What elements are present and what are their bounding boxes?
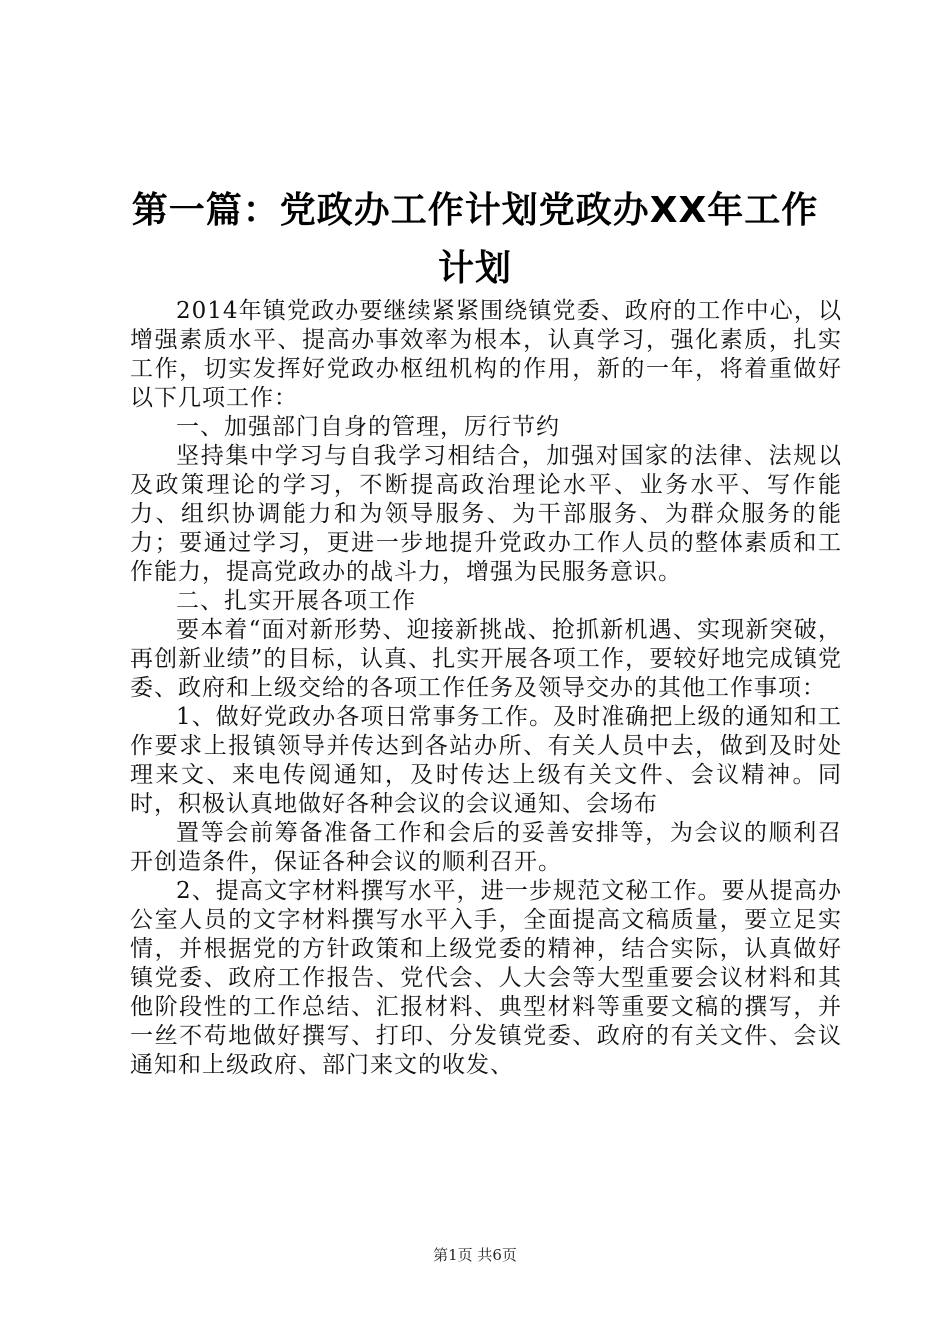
paragraph-item-1: 1、做好党政办各项日常事务工作。及时准确把上级的通知和工作要求上报镇领导并传达到各站办所、有关人员中去，做到及时处理来文、来电传阅通知，及时传达上级有关文件、会议精神。同时，积极认真地做好各种会议的会议通知、会场布 (130, 704, 842, 817)
page-number-footer: 第1页 共6页 (433, 1246, 517, 1264)
document-title: 第一篇：党政办工作计划党政办XX年工作计划 (131, 190, 819, 289)
paragraph-item-1-continued: 置等会前筹备准备工作和会后的妥善安排等，为会议的顺利召开创造条件，保证各种会议的顺利召开。 (130, 820, 842, 875)
section-heading-2: 二、扎实开展各项工作 (176, 588, 416, 614)
section-heading-1: 一、加强部门自身的管理，厉行节约 (176, 414, 560, 440)
paragraph-section-1: 坚持集中学习与自我学习相结合，加强对国家的法律、法规以及政策理论的学习，不断提高政治理论水平、业务水平、写作能力、组织协调能力和为领导服务、为干部服务、为群众服务的能力；要通过学习，更进一步地提升党政办工作人员的整体素质和工作能力，提高党政办的战斗力，增强为民服务意识。 (130, 443, 842, 585)
paragraph-item-2: 2、提高文字材料撰写水平，进一步规范文秘工作。要从提高办公室人员的文字材料撰写水平入手，全面提高文稿质量，要立足实情，并根据党的方针政策和上级党委的精神，结合实际，认真做好镇党委、政府工作报告、党代会、人大会等大型重要会议材料和其他阶段性的工作总结、汇报材料、典型材料等重要文稿的撰写，并一丝不苟地做好撰写、打印、分发镇党委、政府的有关文件、会议通知和上级政府、部门来文的收发、 (130, 878, 842, 1078)
paragraph-intro: 2014年镇党政办要继续紧紧围绕镇党委、政府的工作中心，以增强素质水平、提高办事效率为根本，认真学习，强化素质，扎实工作，切实发挥好党政办枢纽机构的作用，新的一年，将着重做好以下几项工作： (130, 298, 842, 411)
paragraph-section-2: 要本着“面对新形势、迎接新挑战、抢抓新机遇、实现新突破，再创新业绩”的目标，认真、扎实开展各项工作，要较好地完成镇党委、政府和上级交给的各项工作任务及领导交办的其他工作事项： (130, 617, 842, 701)
document-body (130, 297, 842, 1080)
